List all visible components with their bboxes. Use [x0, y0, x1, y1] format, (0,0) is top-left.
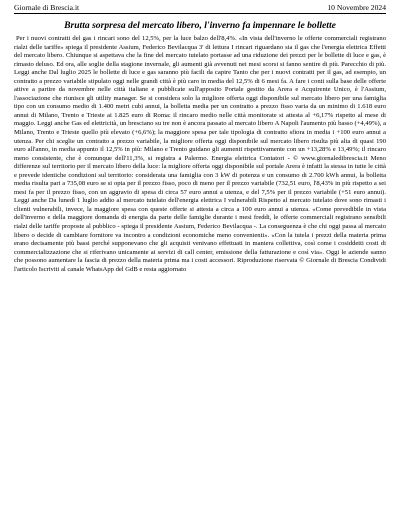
source-name: Giornale di Brescia.it	[14, 3, 80, 12]
article-body: Per i nuovi contratti del gas i rincari sono del 12,5%, per la luce balzo dell'8,4%. «In vista dell'inverno le offerte commerciali registrano rialzi delle tariffe» spiega il presidente Assium, Federico Bevilacqua 3' di lettura I rincari riguardano sia il gas che l'energia elettrica Effetti del mercato libero. Chiunque si aspettava che la fine del mercato tutelato portasse ad una riduzione dei prezzi per le bollette di luce e gas, è rimasto deluso. Ed ora, alle soglie della stagione invernale, gli aumenti già avvenuti nei mesi scorsi si fanno sentire di più. Parecchio di più. Leggi anche Dal luglio 2025 le bollette di luce e gas saranno più facili da capire Tanto che per i nuovi contratti per il gas, ad esempio, un contratto a prezzo variabile stipulato oggi nelle grandi città è più caro in media del 12,5% di 6 mesi fa. A fare i conti sulla base delle offerte attive a partire da novembre nelle città italiane e pubblicate sull'apposito Portale gestito da Arera e Acquirente Unico, è l'Assium, l'associazione che riunisce gli utility manager. Se si considera solo la migliore offerta oggi disponibile sul mercato libero per una famiglia tipo con un consumo medio di 1.400 metri cubi annui, la bolletta media per un contratto a prezzo fisso varia da un minimo di 1.618 euro annui di Milano, Trento e Trieste ai 1.825 euro di Roma: il rincaro medio nelle città monitorate si attesta al +6,17% rispetto al mese di maggio. Leggi anche Gas ed elettricità, un bresciano su tre non è ancora passato al mercato libero A Napoli l'aumento più basso (+4,49%), a Milano, Trento e Trieste quello più elevato (+6,6%); la maggiore spesa per tale tipologia di contratto sfiora in media i +100 euro annui a utenza. Per chi sceglie un contratto a prezzo variabile, la migliore offerta oggi disponibile sul mercato libero risulta più alta di quasi 190 euro all'anno, in media appunto il 12,5% in più: Milano e Trento guidano gli aumenti rispettivamente con un +13,28% e 13,49%; il rincaro meno consistente, che è comunque dell'11,3%, si registra a Palermo. Energia elettrica Contatori - © www.giornaledibrescia.it Meno differenze sul territorio per il mercato libero della luce: la migliore offerta oggi disponibile sul portale Arera è infatti la stessa in tutte le città e prevede identiche condizioni sul territorio: considerata una famiglia con 3 kW di potenza e un consumo di 2.700 kWh annui, la bolletta media risulta pari a 735,08 euro se si opta per il prezzo fisso, poco di meno per il prezzo variabile (732,51 euro, l'8,43% in più rispetto a sei mesi fa per il prezzo fisso, con un aggravio di spesa di circa 57 euro annui a utenza, e del 7,5% per il prezzo variabile (+51 euro annui). Leggi anche Da lunedì 1 luglio addio al mercato tutelato dell'energia elettrica I vulnerabili Rispetto al mercato tutelato dove sono rimasti i clienti vulnerabili, invece, la maggiore spesa con queste offerte si attesta a circa a 100 euro annui a utenza. «Come prevedibile in vista dell'inverno e della maggiore domanda di energia da parte delle famiglie durante i mesi freddi, le offerte commerciali registrano sensibili rialzi delle tariffe proposte al pubblico - spiega il presidente Assium, Federico Bevilacqua -. La conseguenza è che chi oggi passa al mercato libero o decide di cambiare fornitore va incontro a condizioni economiche meno convenienti». «Con la tutela i prezzi della materia prima erano decisamente più bassi perché supponevano che gli acquisti venivano effettuati in maniera collettiva, così come i cosiddetti costi di commercializzazione che si riferivano unicamente ai servizi di call center, emissione della fatturazione e così via». Oggi le aziende sanno che possono aumentare la fascia di prezzo della materia prima ma i costi accessori. Riproduzione riservata © Giornale di Brescia Condividi l'articolo Iscriviti al canale WhatsApp del GdB e resta aggiornato	[14, 35, 386, 273]
article-title: Brutta sorpresa del mercato libero, l'inverno fa impennare le bollette	[64, 20, 336, 31]
publication-date: 10 Novembre 2024	[327, 3, 386, 12]
page-header	[14, 3, 386, 14]
